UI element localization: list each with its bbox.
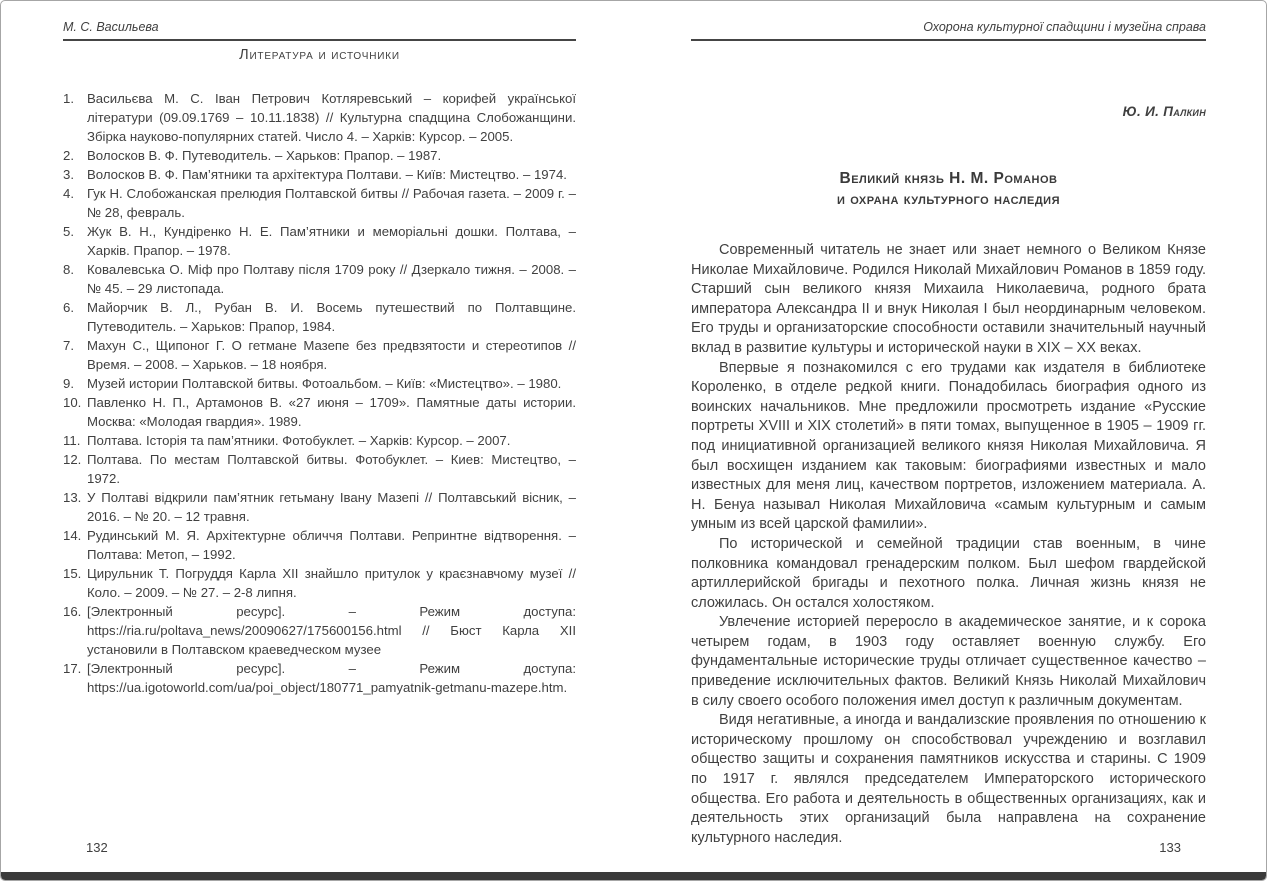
reference-number: 15.: [63, 566, 82, 581]
reference-number: 1.: [63, 91, 74, 106]
reference-text: Ковалевська О. Міф про Полтаву після 1709 року // Дзеркало тижня. – 2008. – № 45. – 29 листопада.: [87, 262, 576, 296]
article-title: [691, 168, 1206, 210]
reference-text: [Электронный ресурс]. – Режим доступа: https://ria.ru/poltava_news/20090627/175600156.html // Бюст Карла XII установили в Полтавском краеведческом музее: [87, 604, 576, 657]
reference-item: [63, 450, 576, 488]
article-paragraph: Современный читатель не знает или знает немного о Великом Князе Николае Михайловиче. Родился Николай Михайлович Романов в 1859 году. Старший сын великого князя Михаила Николаевича, родного брата императора Александра II и внук Николая I был неординарным человеком. Его труды и организаторские способности оставили значительный научный вклад в развитие культуры и исторической науки в XIX – XX веках.: [691, 242, 1206, 356]
reference-text: Цирульник Т. Погруддя Карла XII знайшло притулок у краєзнавчому музеї // Коло. – 2009. – № 27. – 2-8 липня.: [87, 566, 576, 600]
reference-number: 9.: [63, 376, 74, 391]
article-title-line2: и охрана культурного наследия: [837, 191, 1060, 208]
reference-number: 16.: [63, 604, 82, 619]
reference-number: 8.: [63, 262, 74, 277]
reference-item: [63, 89, 576, 146]
running-head-right: [691, 20, 1206, 41]
article-title-line1: Великий князь Н. М. Романов: [839, 170, 1058, 187]
reference-item: [63, 488, 576, 526]
reference-text: Жук В. Н., Кундіренко Н. Е. Пам’ятники и меморіальні дошки. Полтава, – Харків. Прапор. – 1978.: [87, 224, 576, 258]
reference-item: [63, 336, 576, 374]
reference-number: 10.: [63, 395, 82, 410]
section-title: Литература и источники: [239, 47, 400, 63]
article-paragraph: Видя негативные, а иногда и вандализские проявления по отношению к историческому прошлому он способствовал учреждению и возглавил общество защиты и сохранения памятников искусства и старины. С 1909 по 1917 г. являлся председателем Императорского исторического общества. Его работа и деятельность в общественных организациях, как и деятельность этих организаций была направлена на сохранение культурного наследия.: [691, 712, 1206, 846]
running-head-left-text: М. С. Васильева: [63, 20, 159, 34]
reference-text: Рудинський М. Я. Архітектурне обличчя Полтави. Репринтне відтворення. – Полтава: Метоп, – 1992.: [87, 528, 576, 562]
reference-item: [63, 602, 576, 659]
reference-item: [63, 298, 576, 336]
reference-number: 4.: [63, 186, 74, 201]
article-paragraph: По исторической и семейной традиции став военным, в чине полковника командовал гренадерским полком. Был шефом гвардейской артиллерийской бригады и пехотного полка. Личная жизнь князя не сложилась. Он остался холостяком.: [691, 535, 1206, 611]
reference-item: [63, 260, 576, 298]
page-number-right: 133: [1159, 840, 1181, 855]
article-paragraph: Увлечение историей переросло в академическое занятие, и к сорока четырем годам, в 1903 году оставляет военную службу. Его фундаментальные исторические труды отличает существенное качество – приведение исключительных фактов. Великий Князь Николай Михайлович в силу своего особого положения имел доступ к различным документам.: [691, 614, 1206, 709]
reference-item: [63, 165, 576, 184]
reference-number: 3.: [63, 167, 74, 182]
references-list: [63, 89, 576, 697]
reference-number: 11.: [63, 433, 81, 448]
reference-item: [63, 374, 576, 393]
reference-number: 5.: [63, 224, 74, 239]
reference-item: [63, 659, 576, 697]
reference-text: [Электронный ресурс]. – Режим доступа: https://ua.igotoworld.com/ua/poi_object/180771_pamyatnik-getmanu-mazepe.htm.: [87, 661, 576, 695]
article-author: Ю. И. Палкин: [1122, 104, 1206, 119]
reference-number: 12.: [63, 452, 82, 467]
reference-text: Майорчик В. Л., Рубан В. И. Восемь путешествий по Полтавщине. Путеводитель. – Харьков: Прапор, 1984.: [87, 300, 576, 334]
running-head-left: [63, 20, 576, 41]
reference-item: [63, 393, 576, 431]
reference-item: [63, 564, 576, 602]
reference-item: [63, 526, 576, 564]
reference-item: [63, 222, 576, 260]
reference-text: У Полтаві відкрили пам’ятник гетьману Івану Мазепі // Полтавський вісник, – 2016. – № 20. – 12 травня.: [87, 490, 576, 524]
reference-text: Павленко Н. П., Артамонов В. «27 июня – 1709». Памятные даты истории. Москва: «Молодая гвардия». 1989.: [87, 395, 576, 429]
page-right: [691, 1, 1206, 880]
reference-item: [63, 146, 576, 165]
article-paragraph: Впервые я познакомился с его трудами как издателя в библиотеке Короленко, в отделе редкой книги. Понадобилась биография одного из воинских начальников. Мне предложили просмотреть издание «Русские портреты XVIII и XIX столетий» в пяти томах, выпущенное в 1905 – 1909 гг. под инициативной организацией великого князя Николая Михайловича. Я был восхищен изданием как таковым: биографиями известных и мало известных для меня лиц, качеством портретов, изложением материала. А. Н. Бенуа называл Николая Михайловича «самым культурным и самым умным из всей царской фамилии».: [691, 359, 1206, 533]
page-number-left: 132: [86, 840, 108, 855]
reference-number: 2.: [63, 148, 74, 163]
reference-text: Полтава. По местам Полтавской битвы. Фотобуклет. – Киев: Мистецтво, – 1972.: [87, 452, 576, 486]
reference-number: 7.: [63, 338, 74, 353]
reference-number: 13.: [63, 490, 82, 505]
reference-number: 6.: [63, 300, 74, 315]
reference-text: Волосков В. Ф. Путеводитель. – Харьков: Прапор. – 1987.: [87, 148, 442, 163]
reference-text: Полтава. Історія та пам’ятники. Фотобуклет. – Харків: Курсор. – 2007.: [87, 433, 511, 448]
page-left: [63, 1, 576, 880]
footer-bar: [1, 872, 1266, 880]
reference-item: [63, 184, 576, 222]
running-head-right-text: Охорона культурної спадщини і музейна справа: [923, 20, 1206, 34]
reference-text: Гук Н. Слобожанская прелюдия Полтавской битвы // Рабочая газета. – 2009 г. – № 28, февраль.: [87, 186, 576, 220]
reference-number: 14.: [63, 528, 82, 543]
reference-number: 17.: [63, 661, 82, 676]
reference-text: Волосков В. Ф. Пам’ятники та архітектура Полтави. – Київ: Мистецтво. – 1974.: [87, 167, 567, 182]
article-body: [691, 241, 1206, 848]
reference-text: Васильєва М. С. Іван Петрович Котляревський – корифей української літератури (09.09.1769 – 10.11.1838) // Культурна спадщина Слобожанщини. Збірка науково-популярних статей. Число 4. – Харків: Курсор. – 2005.: [87, 91, 576, 144]
reference-text: Музей истории Полтавской битвы. Фотоальбом. – Київ: «Мистецтво». – 1980.: [87, 376, 562, 391]
reference-item: [63, 431, 576, 450]
reference-text: Махун С., Щипоног Г. О гетмане Мазепе без предвзятости и стереотипов // Время. – 2008. – Харьков. – 18 ноября.: [87, 338, 576, 372]
